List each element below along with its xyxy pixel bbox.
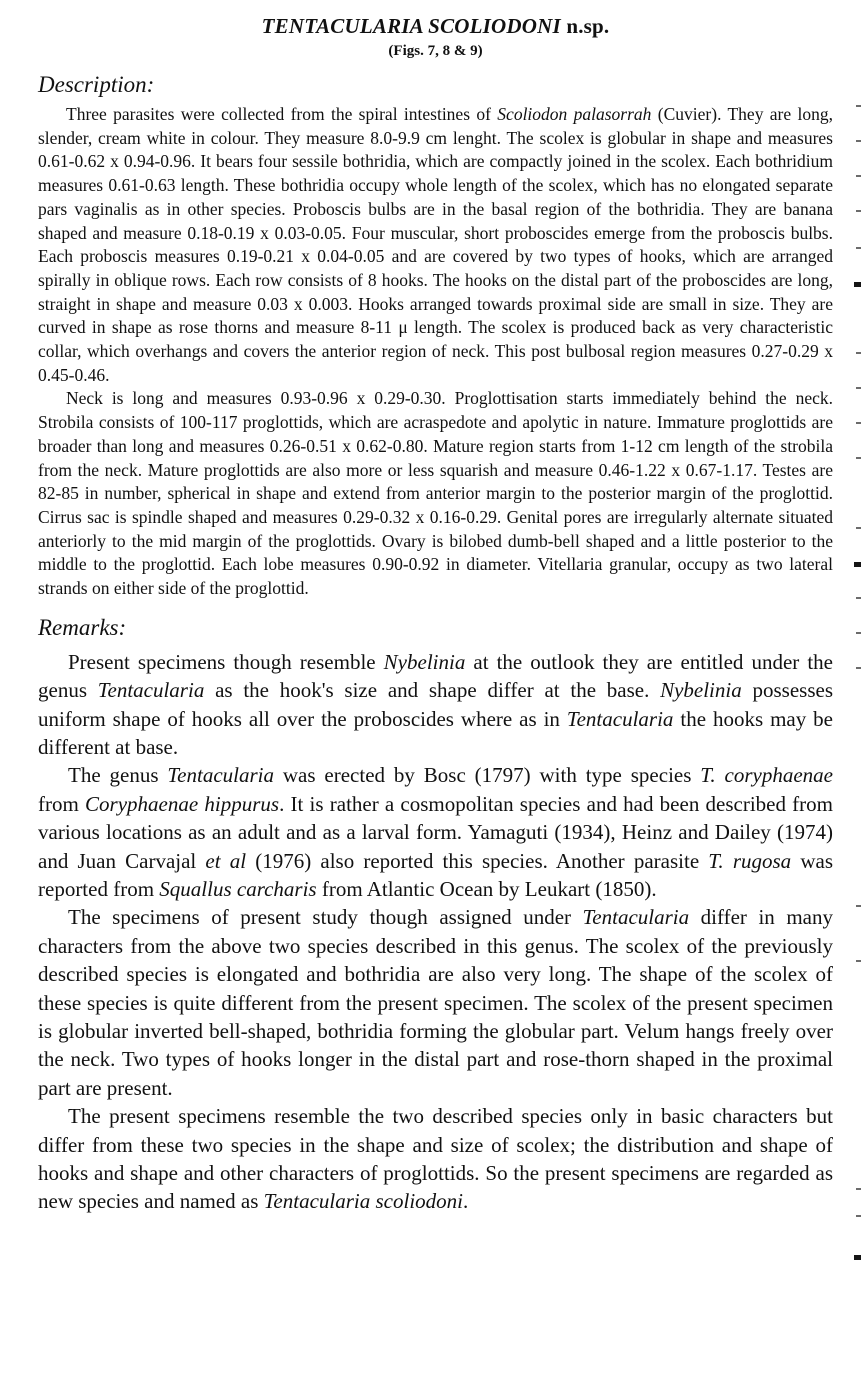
paragraph <box>38 387 833 600</box>
taxon-name: Tentacularia scoliodoni <box>263 1189 463 1214</box>
scan-speck <box>856 527 861 529</box>
paragraph <box>38 761 833 903</box>
text-run: differ in many characters from the above two species described in this genus. The scolex of the previously described species is elongated and bothridia are also very long. The shape of the scolex of these species is quite different from the present specimen. The scolex of the present specimen is globular inverted bell-shaped, bothridia forming the globular part. Velum hangs freely over the neck. Two types of hooks longer in the distal part and rose-thorn shaped in the proximal part are present. <box>38 905 833 1100</box>
scan-speck <box>856 1215 861 1217</box>
species-title-suffix: n.sp. <box>566 14 610 38</box>
text-run: from <box>38 791 86 816</box>
scan-speck <box>856 140 861 142</box>
title-block <box>38 13 833 61</box>
section-heading-description: Description: <box>38 72 155 97</box>
scan-speck <box>856 960 861 962</box>
text-run: Present specimens though resemble <box>68 649 384 674</box>
scan-speck <box>856 387 861 389</box>
section-heading-remarks: Remarks: <box>38 614 127 640</box>
taxon-name: T. coryphaenae <box>700 763 834 788</box>
taxon-name: Nybelinia <box>383 649 466 674</box>
scan-speck <box>856 210 861 212</box>
text-run: (Cuvier). They are long, slender, cream white in colour. They measure 8.0-9.9 cm lenght. The scolex is globular in shape and measures 0.61-0.62 x 0.94-0.96. It bears four sessile bothridia, which are compactly joined in the scolex. Each bothridium measures 0.61-0.63 length. These bothridia occupy whole length of the scolex, which has no elongated separate pars vaginalis as in other species. Proboscis bulbs are in the basal region of the bothridia. They are banana shaped and measure 0.18-0.19 x 0.03-0.05. Four muscular, short proboscides emerge from the proboscis bulbs. Each proboscis measures 0.19-0.21 x 0.04-0.05 and are covered by two types of hooks, which are arranged spirally in oblique rows. Each row consists of 8 hooks. The hooks on the distal part of the proboscides are long, straight in shape and measure 0.03 x 0.003. Hooks arranged towards proximal side are small in size. They are curved in shape as rose thorns and measure 8-11 μ length. The scolex is produced back as very characteristic collar, which overhangs and covers the anterior region of neck. This post bulbosal region measures 0.27-0.29 x 0.45-0.46. <box>38 104 833 385</box>
text-run: from Atlantic Ocean by Leukart (1850). <box>316 877 657 902</box>
text-run: . It is rather a cosmopolitan species and had been described from various locations as an adult and as a larval form. Yamaguti (1934), Heinz and Dailey (1974) and Juan Carvajal <box>38 791 833 873</box>
taxon-name: Tentacularia <box>582 905 690 930</box>
section-body-description <box>38 103 833 601</box>
paragraph <box>38 103 833 387</box>
text-run: as the hook's size and shape differ at the base. <box>204 678 661 703</box>
taxon-name: Tentacularia <box>167 763 274 788</box>
scan-speck <box>856 1188 861 1190</box>
sections-container <box>38 72 833 1216</box>
species-title <box>38 13 833 39</box>
text-run: Three parasites were collected from the spiral intestines of <box>66 104 498 124</box>
scan-speck <box>854 282 861 287</box>
taxon-name: Scoliodon palasorrah <box>497 104 652 124</box>
scan-speck <box>856 422 861 424</box>
scan-speck <box>856 667 861 669</box>
taxon-name: T. rugosa <box>708 848 792 873</box>
paragraph <box>38 1102 833 1216</box>
text-run: . <box>463 1189 469 1214</box>
scan-speck <box>856 352 861 354</box>
text-run: Neck is long and measures 0.93-0.96 x 0.29-0.30. Proglottisation starts immediately behind the neck. Strobila consists of 100-117 proglottids, which are acraspedote and apolytic in nature. Immature proglottids are broader than long and measures 0.26-0.51 x 0.62-0.80. Mature region starts from 1-12 cm length of the strobila from the neck. Mature proglottids are also more or less squarish and measure 0.46-1.22 x 0.67-1.17. Testes are 82-85 in number, spherical in shape and extend from anterior margin to the posterior margin of the proglottid. Cirrus sac is spindle shaped and measures 0.29-0.32 x 0.16-0.29. Genital pores are irregularly alternate situated anteriorly to the mid margin of the proglottids. Ovary is bilobed dumb-bell shaped and a little posterior to the middle to the proglottid. Each lobe measures 0.90-0.92 in diameter. Vitellaria granular, occupy as two lateral strands on either side of the proglottid. <box>38 388 833 599</box>
scan-speck <box>854 1255 861 1260</box>
figure-reference: (Figs. 7, 8 & 9) <box>388 43 483 59</box>
text-run: the hooks may be different at base. <box>38 706 833 759</box>
taxon-name: Tentacularia <box>566 706 674 731</box>
scan-speck <box>856 632 861 634</box>
taxon-name: Squallus carcharis <box>159 877 317 902</box>
paragraph <box>38 648 833 762</box>
scan-speck <box>856 597 861 599</box>
taxon-name: et al <box>205 848 247 873</box>
text-run: The specimens of present study though assigned under <box>68 905 583 930</box>
section-body-remarks <box>38 648 833 1216</box>
scan-speck <box>856 457 861 459</box>
text-run: (1976) also reported this species. Another parasite <box>246 848 709 873</box>
scan-speck <box>856 905 861 907</box>
taxon-name: Nybelinia <box>660 678 742 703</box>
taxon-name: Tentacularia <box>97 678 205 703</box>
text-run: possesses uniform shape of hooks all over the proboscides where as in <box>38 678 833 731</box>
scan-speck <box>854 562 861 567</box>
scan-speck <box>856 247 861 249</box>
species-title-name: TENTACULARIA SCOLIODONI <box>261 14 561 38</box>
taxon-name: Coryphaenae hippurus <box>85 791 280 816</box>
text-run: The present specimens resemble the two described species only in basic characters but differ from these two species in the shape and size of scolex; the distribution and shape of hooks and shape and other characters of proglottids. So the present specimens are regarded as new species and named as <box>38 1104 833 1214</box>
text-run: was erected by Bosc (1797) with type species <box>273 763 701 788</box>
text-run: was reported from <box>38 848 833 902</box>
scan-speck <box>856 175 861 177</box>
text-run: at the outlook they are entitled under the genus <box>38 649 834 703</box>
text-run: The genus <box>68 763 168 788</box>
paragraph <box>38 903 833 1102</box>
scan-speck <box>856 105 861 107</box>
